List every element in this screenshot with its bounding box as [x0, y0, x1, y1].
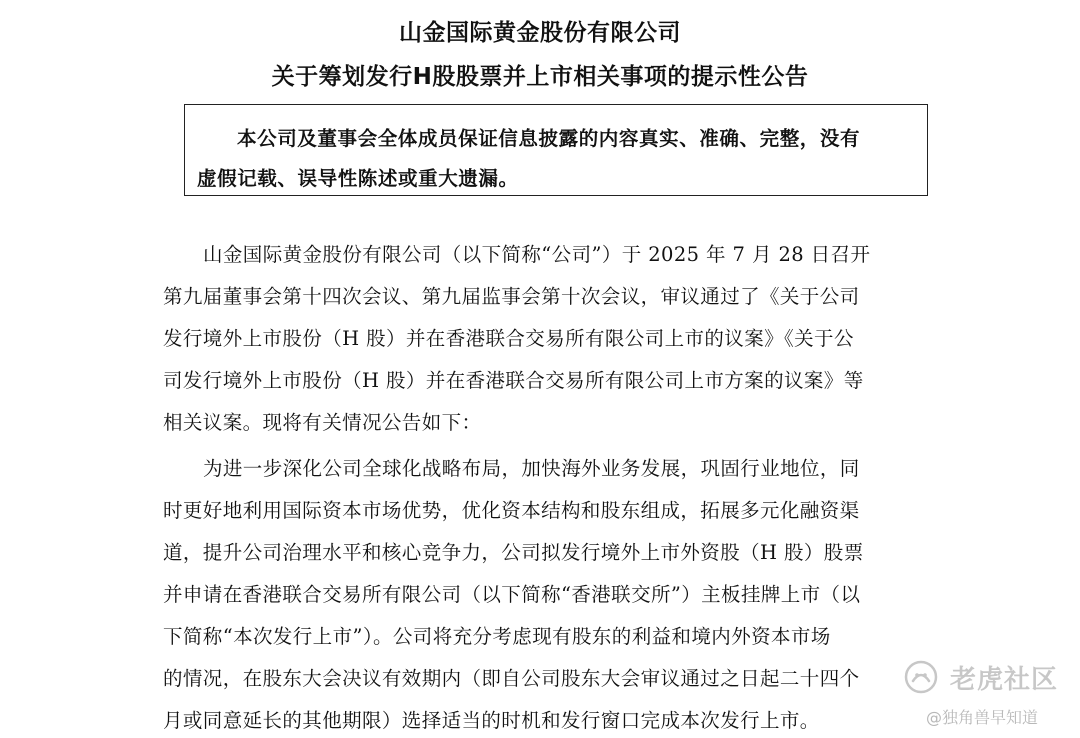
paragraph-line: 道，提升公司治理水平和核心竞争力，公司拟发行境外上市外资股（H 股）股票 — [163, 541, 864, 564]
paragraph-line: 为进一步深化公司全球化战略布局，加快海外业务发展，巩固行业地位，同 — [203, 457, 860, 480]
paragraph-line: 相关议案。现将有关情况公告如下： — [163, 411, 482, 434]
paragraph-line: 月或同意延长的其他期限）选择适当的时机和发行窗口完成本次发行上市。 — [163, 709, 820, 732]
notice-line: 虚假记载、误导性陈述或重大遗漏。 — [197, 167, 519, 190]
paragraph-line: 第九届董事会第十四次会议、第九届监事会第十次会议，审议通过了《关于公司 — [163, 285, 860, 308]
disclosure-notice-box — [184, 104, 928, 196]
paragraph-line: 发行境外上市股份（H 股）并在香港联合交易所有限公司上市的议案》《关于公 — [163, 327, 854, 350]
paragraph-line: 的情况，在股东大会决议有效期内（即自公司股东大会审议通过之日起二十四个 — [163, 667, 860, 690]
tiger-logo-icon — [904, 660, 938, 694]
paragraph-line: 下简称“本次发行上市”）。公司将充分考虑现有股东的利益和境内外资本市场 — [163, 625, 831, 648]
announcement-title: 关于筹划发行H股股票并上市相关事项的提示性公告 — [271, 64, 809, 90]
watermark-handle: @独角兽早知道 — [926, 708, 1039, 727]
watermark-brand: 老虎社区 — [950, 665, 1059, 695]
paragraph-line: 并申请在香港联合交易所有限公司（以下简称“香港联交所”）主板挂牌上市（以 — [163, 583, 861, 606]
company-title: 山金国际黄金股份有限公司 — [399, 20, 681, 46]
notice-line: 本公司及董事会全体成员保证信息披露的内容真实、准确、完整，没有 — [237, 127, 861, 150]
paragraph-line: 司发行境外上市股份（H 股）并在香港联合交易所有限公司上市方案的议案》等 — [163, 369, 864, 392]
paragraph-line: 时更好地利用国际资本市场优势，优化资本结构和股东组成，拓展多元化融资渠 — [163, 499, 860, 522]
paragraph-line: 山金国际黄金股份有限公司（以下简称“公司”）于 2025 年 7 月 28 日召开 — [203, 243, 871, 266]
